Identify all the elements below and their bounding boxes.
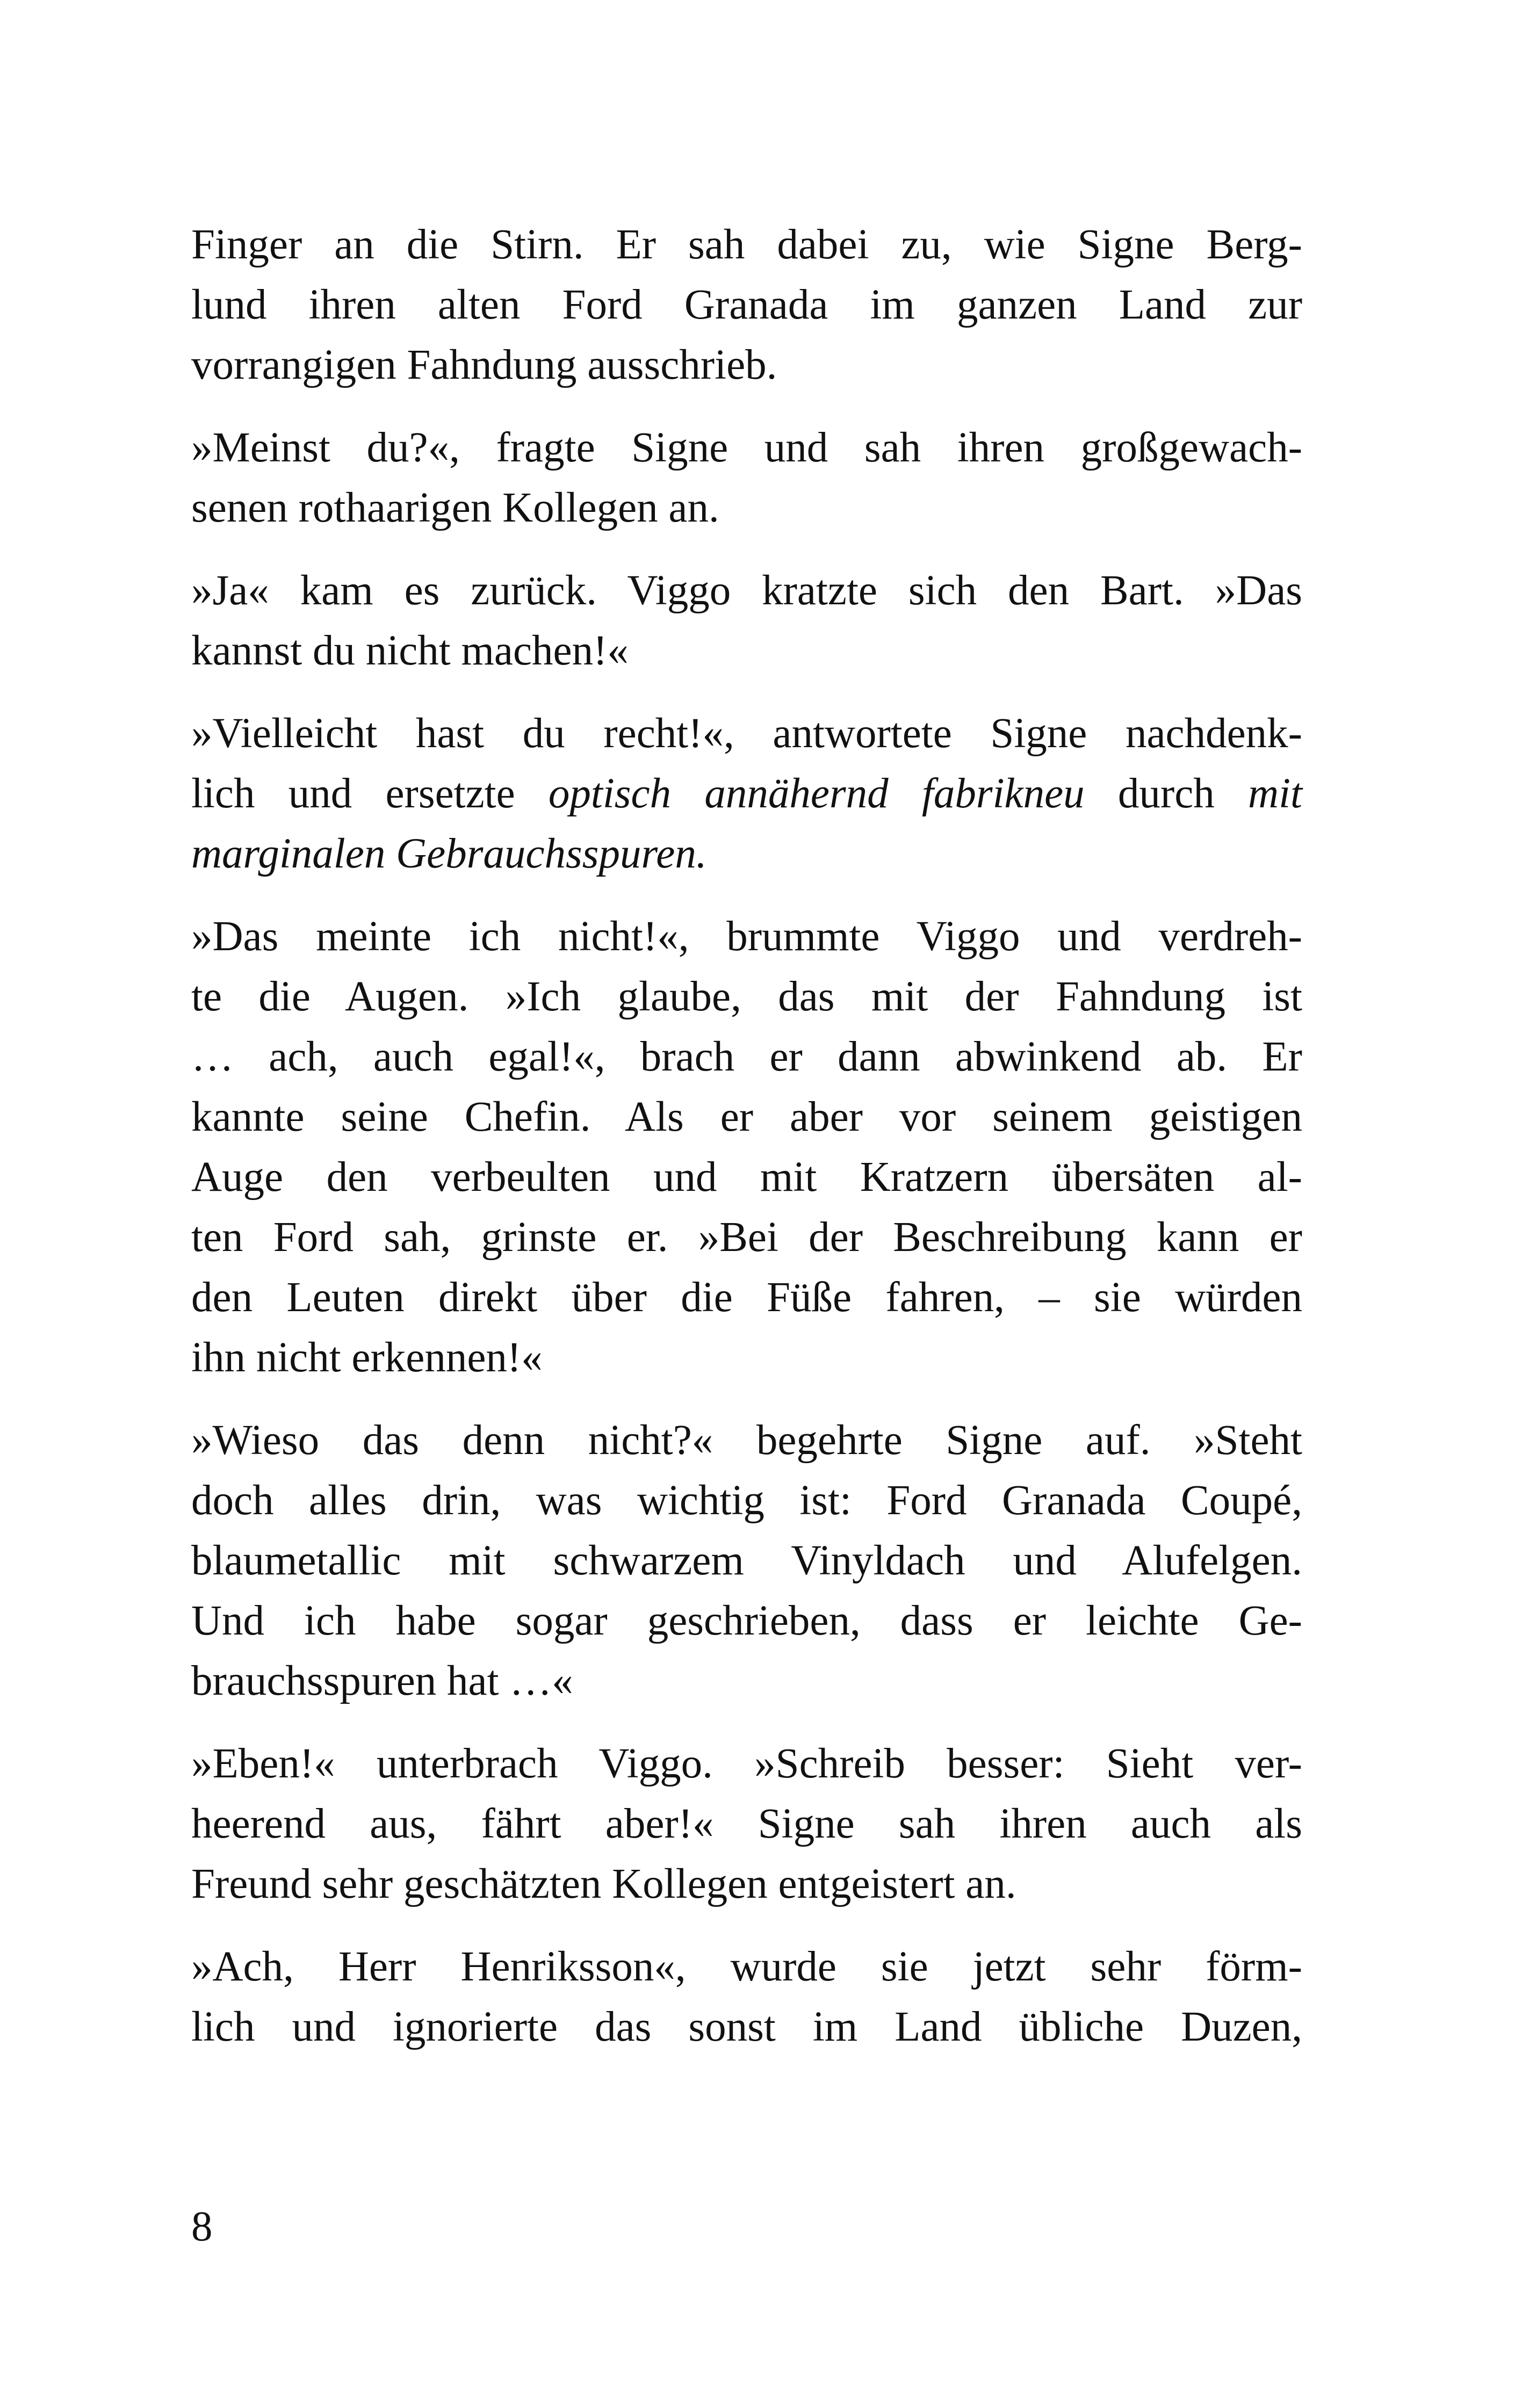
text-line: »Wieso das denn nicht?« begehrte Signe auf. »Steht xyxy=(191,1417,1302,1464)
paragraph xyxy=(191,907,1302,1388)
text-line: blaumetallic mit schwarzem Vinyldach und Alufelgen. xyxy=(191,1537,1302,1584)
text-line: »Das meinte ich nicht!«, brummte Viggo und verdreh- xyxy=(191,913,1302,960)
text-line: doch alles drin, was wichtig ist: Ford Granada Coupé, xyxy=(191,1477,1302,1524)
text-line: senen rothaarigen Kollegen an. xyxy=(191,485,719,531)
paragraph xyxy=(191,704,1302,884)
body-text xyxy=(191,215,1302,2080)
text-line: brauchsspuren hat …« xyxy=(191,1658,573,1704)
text-line: lich und ignorierte das sonst im Land übliche Duzen, xyxy=(191,2004,1302,2050)
text-line: »Ach, Herr Henriksson«, wurde sie jetzt sehr förm- xyxy=(191,1943,1302,1990)
text-line: kannte seine Chefin. Als er aber vor seinem geistigen xyxy=(191,1094,1302,1140)
text-line: Finger an die Stirn. Er sah dabei zu, wie Signe Berg- xyxy=(191,221,1302,268)
paragraph xyxy=(191,1411,1302,1711)
text-line: »Eben!« unterbrach Viggo. »Schreib besser: Sieht ver- xyxy=(191,1740,1302,1787)
paragraph xyxy=(191,418,1302,538)
paragraph xyxy=(191,1734,1302,1914)
text-line: lund ihren alten Ford Granada im ganzen Land zur xyxy=(191,281,1302,328)
text-line xyxy=(191,764,1302,824)
italic-text: marginalen Gebrauchsspuren xyxy=(191,830,696,877)
paragraph xyxy=(191,215,1302,395)
paragraph xyxy=(191,1937,1302,2057)
text-line xyxy=(191,824,1302,884)
text-segment: lich und ersetzte xyxy=(191,770,549,817)
text-line: »Meinst du?«, fragte Signe und sah ihren großgewach- xyxy=(191,424,1302,471)
text-line: heerend aus, fährt aber!« Signe sah ihren auch als xyxy=(191,1800,1302,1847)
text-line: Freund sehr geschätzten Kollegen entgeistert an. xyxy=(191,1861,1016,1907)
text-line: te die Augen. »Ich glaube, das mit der Fahndung ist xyxy=(191,973,1302,1020)
paragraph xyxy=(191,561,1302,681)
text-line: Auge den verbeulten und mit Kratzern übersäten al- xyxy=(191,1154,1302,1201)
text-line: »Vielleicht hast du recht!«, antwortete Signe nachdenk- xyxy=(191,710,1302,757)
italic-text: optisch annähernd fabrikneu xyxy=(548,770,1085,817)
text-line: den Leuten direkt über die Füße fahren, – sie würden xyxy=(191,1274,1302,1321)
text-line: … ach, auch egal!«, brach er dann abwinkend ab. Er xyxy=(191,1033,1302,1080)
text-line: »Ja« kam es zurück. Viggo kratzte sich den Bart. »Das xyxy=(191,567,1302,614)
text-segment: durch xyxy=(1084,770,1249,817)
italic-text: mit xyxy=(1248,770,1302,817)
page-number: 8 xyxy=(191,2203,213,2250)
text-line: vorrangigen Fahndung ausschrieb. xyxy=(191,342,777,388)
text-line: Und ich habe sogar geschrieben, dass er leichte Ge- xyxy=(191,1597,1302,1644)
text-line: ten Ford sah, grinste er. »Bei der Beschreibung kann er xyxy=(191,1214,1302,1261)
text-line: ihn nicht erkennen!« xyxy=(191,1334,543,1381)
text-segment: . xyxy=(696,830,707,877)
text-line: kannst du nicht machen!« xyxy=(191,627,629,674)
